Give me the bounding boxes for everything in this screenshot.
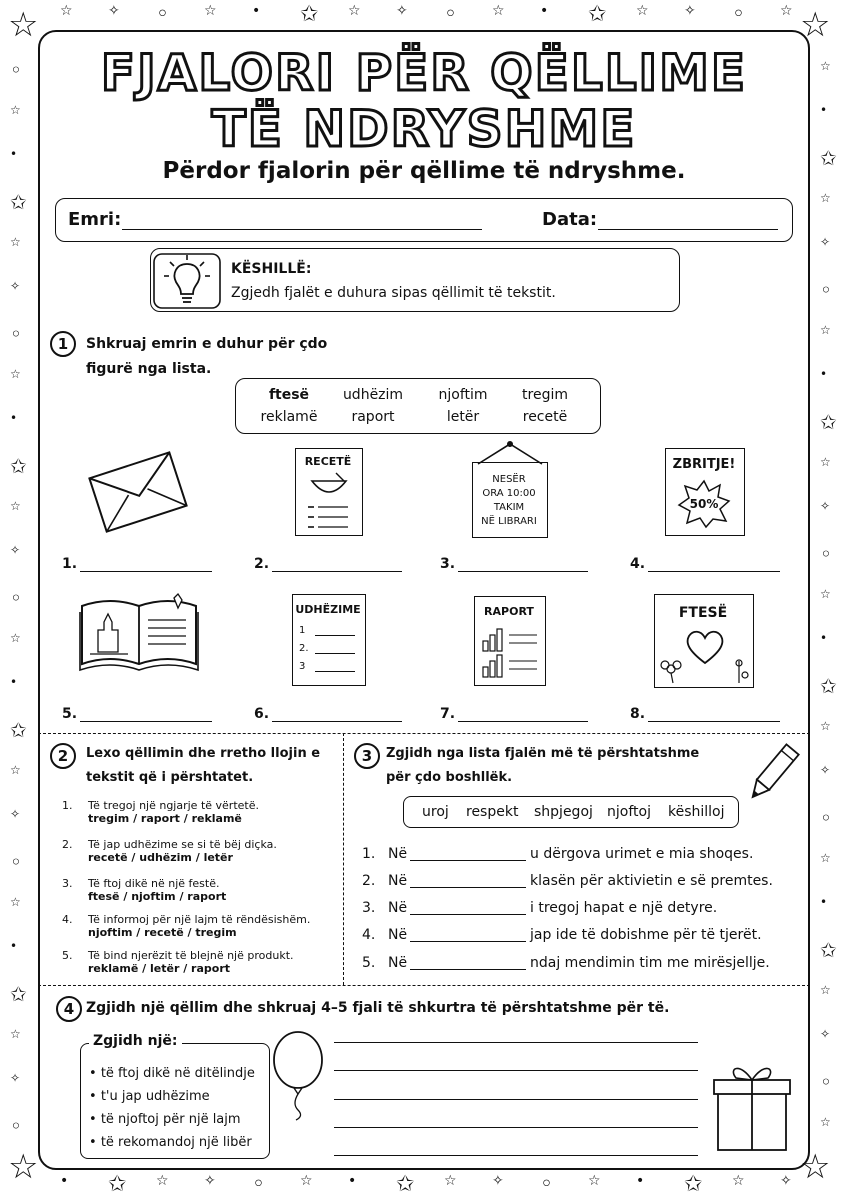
- star-decoration-icon: ☆: [10, 895, 21, 909]
- star-decoration-icon: ✧: [396, 3, 408, 19]
- star-decoration-icon: ✧: [10, 1071, 21, 1085]
- star-decoration-icon: ☆: [60, 3, 73, 19]
- section3-number: 3: [354, 743, 380, 769]
- item-number: 5.: [62, 949, 73, 962]
- section2-item: [62, 799, 259, 825]
- star-decoration-icon: ✩: [10, 982, 27, 1006]
- row-end: u dërgova urimet e mia shoqes.: [530, 846, 754, 862]
- star-decoration-icon: ◦: [820, 278, 832, 302]
- star-decoration-icon: ✧: [204, 1173, 216, 1189]
- star-decoration-icon: ☆: [348, 3, 361, 19]
- star-decoration-icon: ✧: [492, 1173, 504, 1189]
- star-decoration-icon: ✩: [108, 1172, 127, 1197]
- star-decoration-icon: ◦: [540, 1172, 553, 1197]
- star-decoration-icon: ✩: [820, 146, 837, 170]
- star-decoration-icon: ✧: [684, 3, 696, 19]
- star-decoration-icon: ☆: [732, 1173, 745, 1189]
- star-decoration-icon: ☆: [780, 3, 793, 19]
- date-label: Data:: [542, 209, 598, 230]
- answer-line[interactable]: [272, 720, 402, 722]
- star-decoration-icon: •: [820, 367, 828, 381]
- section1-number: 1: [50, 331, 76, 357]
- section2-item: [62, 949, 294, 975]
- star-decoration-icon: ☆: [8, 5, 39, 45]
- notice-board-icon: [472, 462, 548, 538]
- star-decoration-icon: ☆: [156, 1173, 169, 1189]
- row-end: klasën për aktivietin e së premtes.: [530, 873, 773, 889]
- sale-badge: 50%: [689, 497, 719, 511]
- choose-label: Zgjidh një:: [89, 1033, 182, 1049]
- item-number: 2.: [62, 838, 73, 851]
- star-decoration-icon: ✧: [820, 499, 831, 513]
- star-decoration-icon: ◦: [820, 542, 832, 566]
- word-bank-item: udhëzim: [342, 387, 404, 403]
- picture-number: 3.: [440, 556, 456, 572]
- fill-blank-row: [362, 900, 718, 916]
- fill-blank-row: [362, 927, 762, 943]
- star-decoration-icon: ✩: [684, 1172, 703, 1197]
- picture-number: 7.: [440, 706, 456, 722]
- section3-word-bank: [403, 796, 739, 828]
- row-number: 2.: [362, 873, 376, 889]
- section2-item: [62, 913, 311, 939]
- word-bank-item: shpjegoj: [534, 804, 593, 820]
- section1-title-line2: figurë nga lista.: [86, 361, 212, 377]
- name-date-box: [55, 198, 793, 242]
- star-decoration-icon: ☆: [10, 1027, 21, 1041]
- star-decoration-icon: ✧: [10, 279, 21, 293]
- writing-line[interactable]: [334, 1127, 698, 1128]
- section4-number: 4: [56, 996, 82, 1022]
- option-item[interactable]: • të ftoj dikë në ditëlindje: [89, 1066, 255, 1081]
- star-decoration-icon: ☆: [10, 631, 21, 645]
- fill-blank-row: [362, 955, 770, 971]
- tip-heading: KËSHILLË:: [231, 261, 312, 277]
- star-decoration-icon: ◦: [10, 850, 22, 874]
- star-decoration-icon: ◦: [10, 58, 22, 82]
- picture-number: 6.: [254, 706, 270, 722]
- notice-line: TAKIM: [493, 502, 525, 513]
- star-decoration-icon: •: [348, 1173, 357, 1189]
- section-divider: [38, 985, 810, 986]
- star-decoration-icon: ◦: [444, 2, 457, 27]
- tip-text: Zgjedh fjalët e duhura sipas qëllimit të tekstit.: [231, 285, 556, 301]
- item-options[interactable]: ftesë / njoftim / raport: [88, 890, 227, 903]
- star-decoration-icon: ☆: [800, 1147, 831, 1187]
- star-decoration-icon: ◦: [252, 1172, 265, 1197]
- row-start: Në: [388, 846, 408, 862]
- item-text: Të tregoj një ngjarje të vërtetë.: [88, 799, 259, 812]
- section2-title-line2: tekstit që i përshtatet.: [86, 770, 254, 785]
- star-decoration-icon: •: [820, 631, 828, 645]
- gift-box-icon: [710, 1058, 794, 1154]
- star-decoration-icon: ✧: [820, 1027, 831, 1041]
- item-text: Të ftoj dikë në një festë.: [88, 877, 220, 890]
- item-options[interactable]: tregim / raport / reklamë: [88, 812, 242, 825]
- row-number: 5.: [362, 955, 376, 971]
- star-decoration-icon: •: [10, 675, 18, 689]
- section1-word-bank: [235, 378, 601, 434]
- star-decoration-icon: ☆: [204, 3, 217, 19]
- column-divider: [343, 733, 344, 985]
- instruction-item-number: 3: [299, 661, 306, 672]
- writing-line[interactable]: [334, 1155, 698, 1156]
- star-decoration-icon: ✧: [10, 807, 21, 821]
- star-decoration-icon: ☆: [820, 983, 831, 997]
- star-decoration-icon: ✩: [396, 1172, 415, 1197]
- notice-line: NË LIBRARI: [481, 516, 537, 527]
- envelope-icon: [88, 452, 188, 532]
- picture-number: 8.: [630, 706, 646, 722]
- row-end: jap ide të dobishme për të tjerët.: [530, 927, 762, 943]
- name-label: Emri:: [68, 209, 122, 230]
- answer-line[interactable]: [648, 720, 780, 722]
- picture-number: 5.: [62, 706, 78, 722]
- star-decoration-icon: •: [820, 895, 828, 909]
- notice-hanger-icon: [470, 440, 550, 464]
- star-decoration-icon: •: [10, 411, 18, 425]
- section2-item: [62, 877, 227, 903]
- star-decoration-icon: ☆: [10, 235, 21, 249]
- star-decoration-icon: ✧: [820, 763, 831, 777]
- section3-title-line1: Zgjidh nga lista fjalën më të përshtatshme: [386, 746, 700, 761]
- star-decoration-icon: •: [636, 1173, 645, 1189]
- star-decoration-icon: ◦: [732, 2, 745, 27]
- bar-chart-icon: [481, 623, 541, 681]
- star-decoration-icon: ☆: [820, 323, 831, 337]
- row-number: 1.: [362, 846, 376, 862]
- word-bank-item: recetë: [522, 409, 568, 425]
- page-subtitle: Përdor fjalorin për qëllime të ndryshme.: [162, 158, 686, 184]
- star-decoration-icon: •: [60, 1173, 69, 1189]
- notice-line: NESËR: [492, 474, 526, 485]
- item-number: 4.: [62, 913, 73, 926]
- star-decoration-icon: ✩: [300, 2, 319, 27]
- flower-icon: [659, 657, 751, 685]
- item-text: Të bind njerëzit të blejnë një produkt.: [88, 949, 294, 962]
- item-options[interactable]: reklamë / letër / raport: [88, 962, 231, 975]
- star-decoration-icon: ☆: [10, 763, 21, 777]
- section3-title-line2: për çdo boshllëk.: [386, 770, 513, 785]
- writing-line[interactable]: [334, 1042, 698, 1043]
- instructions-caption: UDHËZIME: [295, 603, 361, 616]
- recipe-card-icon: [295, 448, 363, 536]
- star-decoration-icon: ✩: [820, 674, 837, 698]
- open-book-icon: [78, 594, 200, 674]
- word-bank-item: reklamë: [260, 409, 318, 425]
- blank-field[interactable]: [410, 941, 526, 942]
- star-decoration-icon: ✩: [820, 938, 837, 962]
- star-decoration-icon: •: [540, 3, 549, 19]
- star-decoration-icon: ☆: [444, 1173, 457, 1189]
- star-decoration-icon: ☆: [10, 499, 21, 513]
- picture-number: 4.: [630, 556, 646, 572]
- tip-box: [150, 248, 680, 312]
- lightbulb-icon: [152, 250, 222, 312]
- item-text: Të informoj për një lajm të rëndësishëm.: [88, 913, 311, 926]
- star-decoration-icon: ☆: [820, 719, 831, 733]
- row-end: ndaj mendimin tim me mirësjellje.: [530, 955, 770, 971]
- word-bank-item: raport: [351, 409, 395, 425]
- page-title-line2: TË NDRYSHME: [211, 100, 637, 158]
- row-number: 3.: [362, 900, 376, 916]
- answer-line[interactable]: [272, 570, 402, 572]
- answer-line[interactable]: [80, 570, 212, 572]
- star-decoration-icon: ✩: [10, 190, 27, 214]
- star-decoration-icon: ☆: [588, 1173, 601, 1189]
- star-decoration-icon: •: [10, 147, 18, 161]
- row-start: Në: [388, 900, 408, 916]
- star-decoration-icon: ☆: [10, 367, 21, 381]
- star-decoration-icon: ✧: [108, 3, 120, 19]
- sale-sign-caption: ZBRITJE!: [672, 457, 736, 472]
- section2-item: [62, 838, 277, 864]
- report-caption: RAPORT: [484, 605, 534, 618]
- instructions-list-icon: [292, 594, 366, 686]
- star-decoration-icon: ✩: [10, 454, 27, 478]
- item-number: 1.: [62, 799, 73, 812]
- row-end: i tregoj hapat e një detyre.: [530, 900, 718, 916]
- star-decoration-icon: ☆: [300, 1173, 313, 1189]
- writing-line[interactable]: [334, 1070, 698, 1071]
- star-decoration-icon: •: [252, 3, 261, 19]
- section-divider: [38, 733, 810, 734]
- star-decoration-icon: ☆: [820, 1115, 831, 1129]
- instruction-item-number: 2.: [299, 643, 309, 654]
- star-decoration-icon: ☆: [8, 1147, 39, 1187]
- word-bank-item: tregim: [522, 387, 568, 403]
- page-title-line1: FJALORI PËR QËLLIME: [100, 44, 748, 102]
- answer-line[interactable]: [80, 720, 212, 722]
- blank-field[interactable]: [410, 887, 526, 888]
- name-field[interactable]: [122, 229, 482, 230]
- section2-title-line1: Lexo qëllimin dhe rretho llojin e: [86, 746, 321, 761]
- star-decoration-icon: ☆: [10, 103, 21, 117]
- item-options[interactable]: recetë / udhëzim / letër: [88, 851, 233, 864]
- picture-number: 2.: [254, 556, 270, 572]
- word-bank-item: uroj: [422, 804, 449, 820]
- section1-title-line1: Shkruaj emrin e duhur për çdo: [86, 336, 328, 352]
- pencil-icon: [744, 740, 800, 808]
- answer-line[interactable]: [648, 570, 780, 572]
- invitation-card-icon: [654, 594, 754, 688]
- word-bank-item: ftesë: [268, 387, 310, 403]
- star-decoration-icon: ◦: [10, 322, 22, 346]
- word-bank-item: respekt: [466, 804, 519, 820]
- blank-field[interactable]: [410, 860, 526, 861]
- date-field[interactable]: [598, 229, 778, 230]
- star-decoration-icon: ☆: [820, 191, 831, 205]
- option-item[interactable]: • të njoftoj për një lajm: [89, 1112, 241, 1127]
- row-start: Në: [388, 873, 408, 889]
- star-decoration-icon: •: [10, 939, 18, 953]
- star-decoration-icon: ✩: [820, 410, 837, 434]
- answer-line[interactable]: [458, 720, 588, 722]
- item-number: 3.: [62, 877, 73, 890]
- bowl-icon: [306, 473, 352, 531]
- star-decoration-icon: ☆: [492, 3, 505, 19]
- recipe-card-caption: RECETË: [304, 455, 352, 468]
- star-decoration-icon: ✧: [10, 543, 21, 557]
- section2-number: 2: [50, 743, 76, 769]
- star-decoration-icon: ◦: [820, 1070, 832, 1094]
- report-chart-icon: [474, 596, 546, 686]
- star-decoration-icon: ✩: [10, 718, 27, 742]
- star-decoration-icon: ◦: [10, 1114, 22, 1138]
- fill-blank-row: [362, 846, 754, 862]
- row-start: Në: [388, 927, 408, 943]
- notice-line: ORA 10:00: [482, 488, 536, 499]
- word-bank-item: njoftim: [438, 387, 488, 403]
- row-number: 4.: [362, 927, 376, 943]
- picture-number: 1.: [62, 556, 78, 572]
- row-start: Në: [388, 955, 408, 971]
- word-bank-item: letër: [446, 409, 480, 425]
- star-decoration-icon: ☆: [800, 5, 831, 45]
- item-options[interactable]: njoftim / recetë / tregim: [88, 926, 237, 939]
- star-decoration-icon: ✩: [588, 2, 607, 27]
- writing-line[interactable]: [334, 1099, 698, 1100]
- star-decoration-icon: •: [820, 103, 828, 117]
- section4-options-box: [80, 1033, 270, 1159]
- word-bank-item: këshilloj: [668, 804, 725, 820]
- balloon-icon: [270, 1030, 326, 1120]
- blank-field[interactable]: [410, 969, 526, 970]
- invitation-caption: FTESË: [678, 605, 728, 621]
- star-decoration-icon: ✧: [780, 1173, 792, 1189]
- instruction-item-number: 1: [299, 625, 306, 636]
- star-decoration-icon: ☆: [820, 587, 831, 601]
- star-decoration-icon: ☆: [820, 851, 831, 865]
- star-decoration-icon: ☆: [820, 455, 831, 469]
- sale-sign-icon: [665, 448, 745, 536]
- word-bank-item: njoftoj: [607, 804, 651, 820]
- star-decoration-icon: ◦: [10, 586, 22, 610]
- option-item[interactable]: • t'u jap udhëzime: [89, 1089, 210, 1104]
- star-decoration-icon: ✧: [820, 235, 831, 249]
- item-text: Të jap udhëzime se si të bëj diçka.: [88, 838, 277, 851]
- section4-title: Zgjidh një qëllim dhe shkruaj 4–5 fjali të shkurtra të përshtatshme për të.: [86, 1000, 670, 1016]
- fill-blank-row: [362, 873, 773, 889]
- star-decoration-icon: ☆: [636, 3, 649, 19]
- star-decoration-icon: ◦: [820, 806, 832, 830]
- blank-field[interactable]: [410, 914, 526, 915]
- star-decoration-icon: ◦: [156, 2, 169, 27]
- star-decoration-icon: ☆: [820, 59, 831, 73]
- answer-line[interactable]: [458, 570, 588, 572]
- option-item[interactable]: • të rekomandoj një libër: [89, 1135, 252, 1150]
